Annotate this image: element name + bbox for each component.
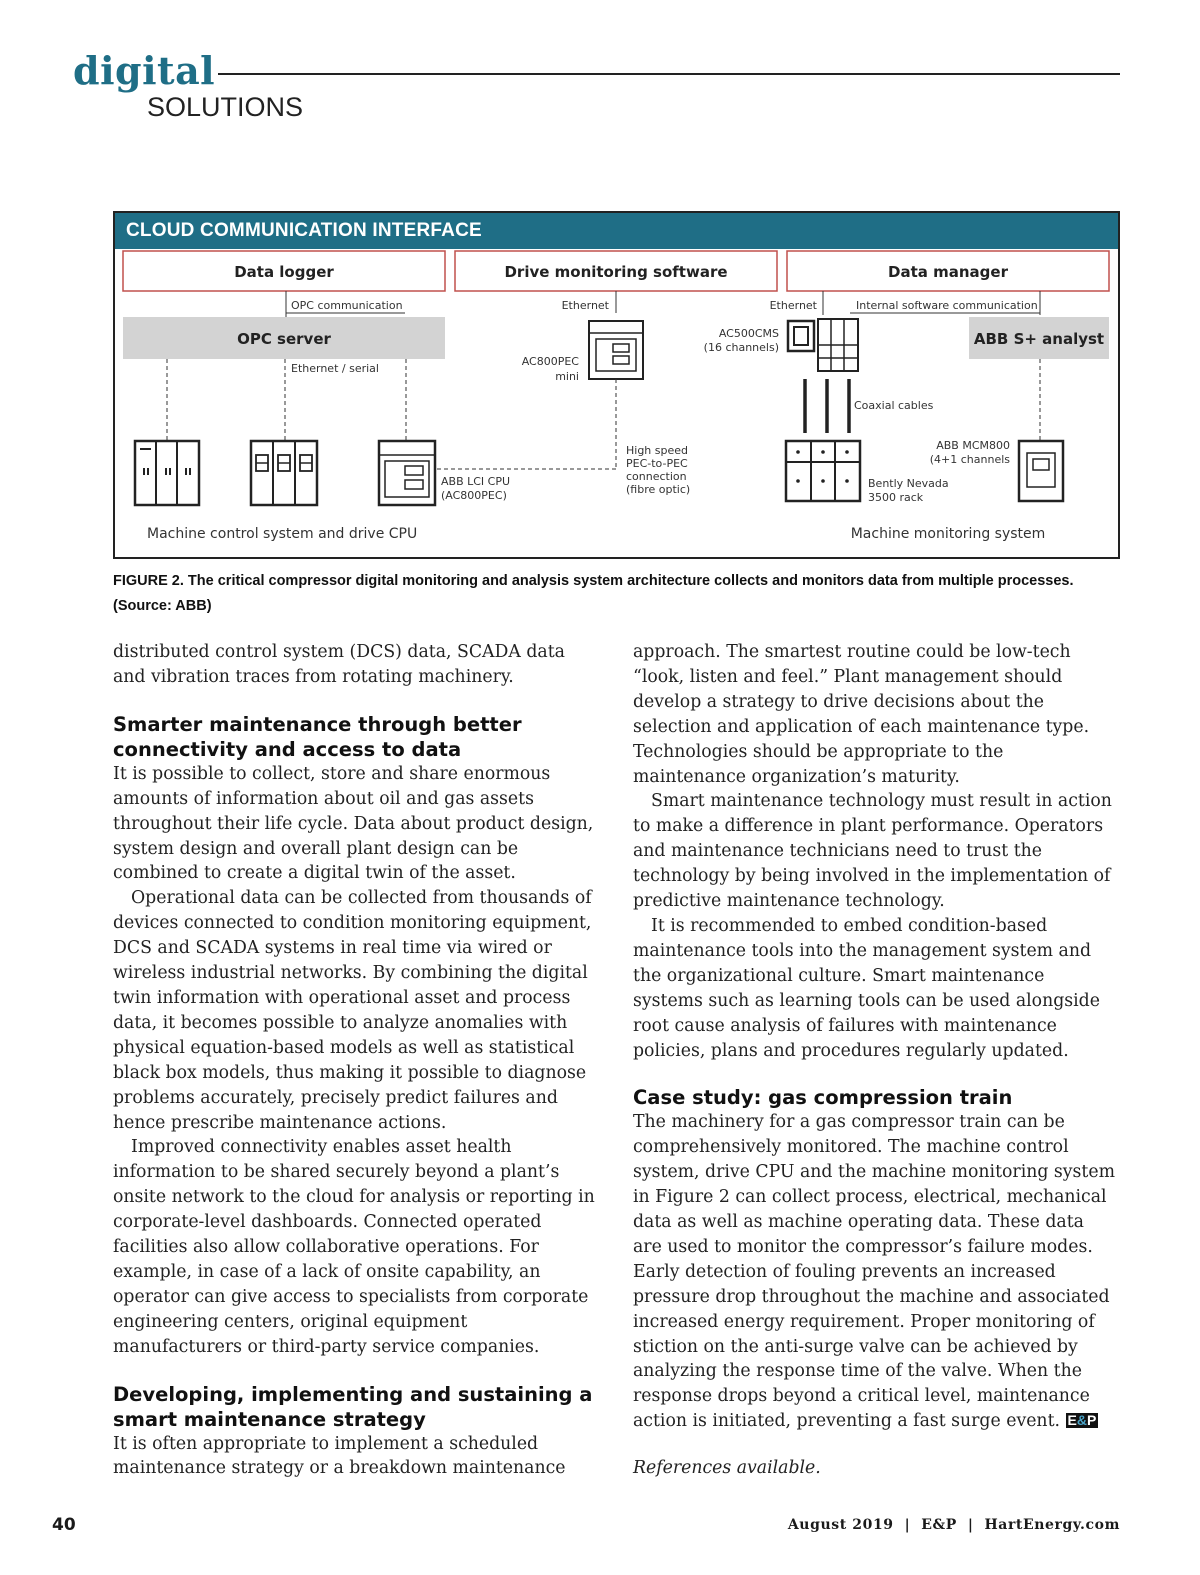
drive-cabinet-2: [251, 441, 317, 505]
hs-label-3: connection: [626, 470, 687, 483]
ac800pec-label-1: AC800PEC: [521, 355, 579, 368]
eth-serial-label: Ethernet / serial: [291, 362, 379, 375]
hs-label-4: (fibre optic): [626, 483, 691, 496]
section-heading: Case study: gas compression train: [633, 1086, 1013, 1110]
hs-label-2: PEC-to-PEC: [626, 457, 688, 470]
ac800pec-label-2: mini: [555, 370, 579, 383]
header-rule: [218, 73, 1120, 75]
article-right-column: [633, 640, 1118, 1481]
paragraph: Improved connectivity enables asset health information to be shared securely beyond a plant’s onsite network to the cloud for analysis or reporting in corporate-level dashboards. Connected operated facilities also allow collaborative operations. For example, in case of a lack of onsite capability, an operator can give access to specialists from corporate engineering centers, original equipment manufacturers or third-party service companies.: [113, 1137, 595, 1357]
opc-comm-label: OPC communication: [291, 299, 403, 312]
ep-e: E: [1067, 1412, 1077, 1429]
ep-amp: &: [1076, 1412, 1087, 1429]
figure-2: [113, 211, 1120, 559]
paragraph: Operational data can be collected from thousands of devices connected to condition monitoring equipment, DCS and SCADA systems in real time via wired or wireless industrial networks. By combining the digital twin information with operational asset and process data, it becomes possible to analyze anomalies with physical equation-based models as well as statistical black box models, thus making it possible to diagnose problems accurately, precisely predict failures and hence prescribe maintenance actions.: [113, 888, 592, 1133]
section-title-digital: digital: [73, 48, 216, 93]
paragraph: It is often appropriate to implement a scheduled maintenance strategy or a breakdown maintenance: [113, 1433, 566, 1479]
coaxial-label: Coaxial cables: [854, 399, 934, 412]
bently-label-2: 3500 rack: [868, 491, 924, 504]
ethernet-label-2: Ethernet: [769, 299, 817, 312]
bently-nevada-rack: [786, 441, 860, 501]
internal-comm-label: Internal software communication: [856, 299, 1038, 312]
ethernet-label-1: Ethernet: [561, 299, 609, 312]
paragraph: approach. The smartest routine could be low-tech “look, listen and feel.” Plant management should develop a strategy to drive decisions about the selection and application of each maintenance type. Technologies should be appropriate to the maintenance organization’s maturity.: [633, 642, 1090, 787]
paragraph: Smart maintenance technology must result in action to make a difference in plant performance. Operators and maintenance technicians need to trust the technology by being involved in the implementation of predictive maintenance technology.: [633, 791, 1112, 912]
data-manager-label: Data manager: [888, 263, 1008, 281]
heading-line: Smarter maintenance through better: [113, 712, 522, 736]
section-heading: [113, 712, 598, 762]
drive-cabinet-1: [135, 441, 199, 505]
heading-line: smart maintenance strategy: [113, 1407, 426, 1431]
ac500cms-device: [788, 319, 858, 371]
opc-server-label: OPC server: [237, 330, 331, 348]
paragraph: It is possible to collect, store and share enormous amounts of information about oil and gas assets throughout their life cycle. Data about product design, system design and overall plant design can be combined to create a digital twin of the asset.: [113, 763, 594, 884]
mcm-label-1: ABB MCM800: [936, 439, 1010, 452]
lci-label-1: ABB LCI CPU: [441, 475, 511, 488]
ep-p: P: [1086, 1412, 1097, 1429]
bently-label-1: Bently Nevada: [868, 477, 949, 490]
ac800pec-device: [589, 321, 643, 379]
heading-line: connectivity and access to data: [113, 737, 462, 761]
drive-monitoring-label: Drive monitoring software: [504, 263, 728, 281]
paragraph: [633, 1110, 1118, 1434]
machine-control-label: Machine control system and drive CPU: [147, 526, 418, 542]
data-logger-label: Data logger: [234, 263, 334, 281]
machine-monitoring-label: Machine monitoring system: [850, 526, 1046, 542]
lci-label-2: (AC800PEC): [441, 489, 507, 502]
abb-analyst-label: ABB S+ analyst: [973, 330, 1105, 348]
hs-label-1: High speed: [626, 444, 689, 457]
ac500cms-label-2: (16 channels): [703, 341, 779, 354]
page-number: 40: [52, 1515, 76, 1535]
architecture-diagram: [115, 249, 1118, 557]
mcm-label-2: (4+1 channels: [929, 453, 1010, 466]
paragraph: distributed control system (DCS) data, SCADA data and vibration traces from rotating machinery.: [113, 642, 565, 687]
heading-line: Developing, implementing and sustaining a: [113, 1382, 593, 1406]
abb-mcm800-device: [1019, 441, 1063, 501]
ep-end-mark-icon: [1066, 1413, 1099, 1428]
article-left-column: [113, 640, 598, 1481]
ac500cms-label-1: AC500CMS: [718, 327, 779, 340]
abb-lci-cpu-device: [379, 441, 435, 505]
figure-title: CLOUD COMMUNICATION INTERFACE: [115, 213, 1118, 249]
section-heading: [113, 1382, 598, 1432]
paragraph: It is recommended to embed condition-based maintenance tools into the management system and the organizational culture. Smart maintenance systems such as learning tools can be used alongside root cause analysis of failures with maintenance policies, plans and procedures regularly updated.: [633, 915, 1100, 1061]
paragraph-text: The machinery for a gas compressor train can be comprehensively monitored. The machine control system, drive CPU and the machine monitoring system in Figure 2 can collect process, electrical, mechanical data as well as machine operating data. These data are used to monitor the compressor’s failure modes. Early detection of fouling prevents an increased pressure drop throughout the machine and associated increased energy requirement. Proper monitoring of stiction on the anti-surge valve can be achieved by analyzing the response time of the valve. When the response drops beyond a critical level, maintenance action is initiated, preventing a fast surge event.: [633, 1112, 1115, 1432]
section-title-solutions: SOLUTIONS: [147, 92, 304, 122]
references-note: References available.: [633, 1458, 821, 1479]
figure-caption: FIGURE 2. The critical compressor digital monitoring and analysis system architecture collects and monitors data from multiple processes. (Source: ABB): [113, 573, 1074, 614]
footer-issue: August 2019 | E&P | HartEnergy.com: [787, 1517, 1120, 1533]
